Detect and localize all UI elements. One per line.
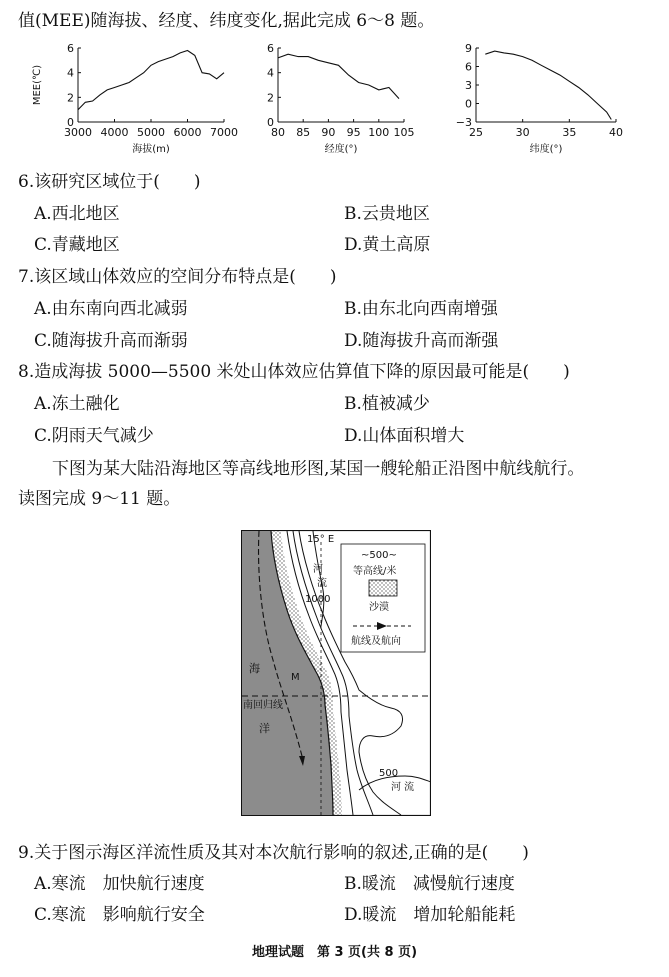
passage-line-1: 下图为某大陆沿海地区等高线地形图,某国一艘轮船正沿图中航线航行。 — [52, 459, 585, 479]
q9-option-c[interactable]: C.寒流 影响航行安全 — [34, 905, 205, 925]
q7-option-d[interactable]: D.随海拔升高而渐强 — [344, 331, 499, 351]
q9-option-d[interactable]: D.暖流 增加轮船能耗 — [344, 905, 516, 925]
x-tick-label: 25 — [469, 126, 483, 139]
meridian-label: 15° E — [307, 534, 335, 545]
x-tick-label: 85 — [296, 126, 311, 139]
q8-option-d[interactable]: D.山体面积增大 — [344, 426, 465, 446]
x-axis-label: 海拔(m) — [132, 144, 170, 155]
mee-series-line — [278, 54, 399, 98]
q8-stem: 8.造成海拔 5000—5500 米处山体效应估算值下降的原因最可能是( ) — [18, 362, 570, 382]
x-tick-label: 95 — [346, 126, 361, 139]
y-tick-label: 3 — [465, 79, 472, 92]
contour-map — [241, 530, 431, 816]
x-tick-label: 35 — [562, 126, 577, 139]
y-tick-label: −3 — [455, 116, 472, 129]
x-tick-label: 90 — [321, 126, 336, 139]
q9-stem: 9.关于图示海区洋流性质及其对本次航行影响的叙述,正确的是( ) — [18, 843, 529, 863]
q6-option-c[interactable]: C.青藏地区 — [34, 235, 120, 255]
y-tick-label: 2 — [267, 91, 274, 105]
x-axis-label: 经度(°) — [324, 144, 358, 155]
ocean-label-1: 海 — [249, 662, 260, 675]
page-footer: 地理试题 第 3 页(共 8 页) — [251, 945, 418, 960]
chart-longitude — [250, 40, 420, 158]
legend-route-label: 航线及航向 — [351, 636, 401, 647]
y-tick-label: 6 — [267, 42, 274, 55]
q7-option-b[interactable]: B.由东北向西南增强 — [344, 299, 498, 319]
q7-option-c[interactable]: C.随海拔升高而渐弱 — [34, 331, 188, 351]
chart-latitude — [440, 40, 630, 158]
x-tick-label: 7000 — [210, 126, 238, 139]
q8-option-a[interactable]: A.冻土融化 — [34, 394, 120, 414]
y-tick-label: 0 — [465, 97, 472, 111]
x-tick-label: 40 — [609, 126, 623, 139]
q9-option-a[interactable]: A.寒流 加快航行速度 — [34, 874, 205, 894]
y-tick-label: 0 — [267, 116, 274, 129]
y-tick-label: 0 — [67, 116, 74, 129]
river-label-bottom: 河 流 — [391, 782, 415, 793]
point-m-label: M — [291, 672, 300, 683]
q7-stem: 7.该区域山体效应的空间分布特点是( ) — [18, 267, 337, 287]
q6-option-b[interactable]: B.云贵地区 — [344, 204, 430, 224]
q6-option-d[interactable]: D.黄土高原 — [344, 235, 431, 255]
q8-option-b[interactable]: B.植被减少 — [344, 394, 430, 414]
intro-line: 值(MEE)随海拔、经度、纬度变化,据此完成 6～8 题。 — [18, 11, 435, 31]
contour-label-500: 500 — [379, 768, 399, 779]
legend-sand-label: 沙漠 — [369, 602, 389, 613]
legend-contour-label: 等高线/米 — [353, 566, 397, 577]
mee-series-line — [485, 51, 611, 119]
river-label-top-1: 河 — [313, 564, 323, 575]
x-tick-label: 4000 — [100, 126, 129, 139]
contour-label-1000: 1000 — [305, 594, 331, 605]
legend-contour-sample: ~500~ — [361, 550, 397, 561]
y-tick-label: 4 — [267, 66, 274, 80]
legend-sand-swatch — [369, 580, 397, 596]
mee-series-line — [78, 51, 224, 110]
x-tick-label: 6000 — [173, 126, 202, 139]
y-axis-label: MEE(℃) — [32, 64, 43, 106]
q6-option-a[interactable]: A.西北地区 — [34, 204, 120, 224]
tropic-label: 南回归线 — [243, 700, 283, 711]
passage-line-2: 读图完成 9～11 题。 — [18, 489, 181, 509]
x-axis-label: 纬度(°) — [529, 144, 563, 155]
y-tick-label: 9 — [465, 42, 472, 55]
q8-option-c[interactable]: C.阴雨天气减少 — [34, 426, 154, 446]
x-tick-label: 30 — [515, 126, 530, 139]
x-tick-label: 5000 — [137, 126, 165, 139]
y-tick-label: 6 — [465, 60, 472, 74]
y-tick-label: 6 — [67, 42, 74, 55]
y-tick-label: 4 — [67, 66, 74, 80]
x-tick-label: 100 — [368, 126, 390, 139]
chart-elevation — [30, 40, 240, 158]
x-tick-label: 3000 — [64, 126, 92, 139]
x-tick-label: 80 — [271, 126, 285, 139]
q6-stem: 6.该研究区域位于( ) — [18, 172, 201, 192]
q7-option-a[interactable]: A.由东南向西北减弱 — [34, 299, 188, 319]
ocean-label-2: 洋 — [259, 722, 270, 735]
x-tick-label: 105 — [393, 126, 415, 139]
y-tick-label: 2 — [67, 91, 74, 105]
q9-option-b[interactable]: B.暖流 减慢航行速度 — [344, 874, 515, 894]
river-label-top-2: 流 — [317, 578, 327, 589]
